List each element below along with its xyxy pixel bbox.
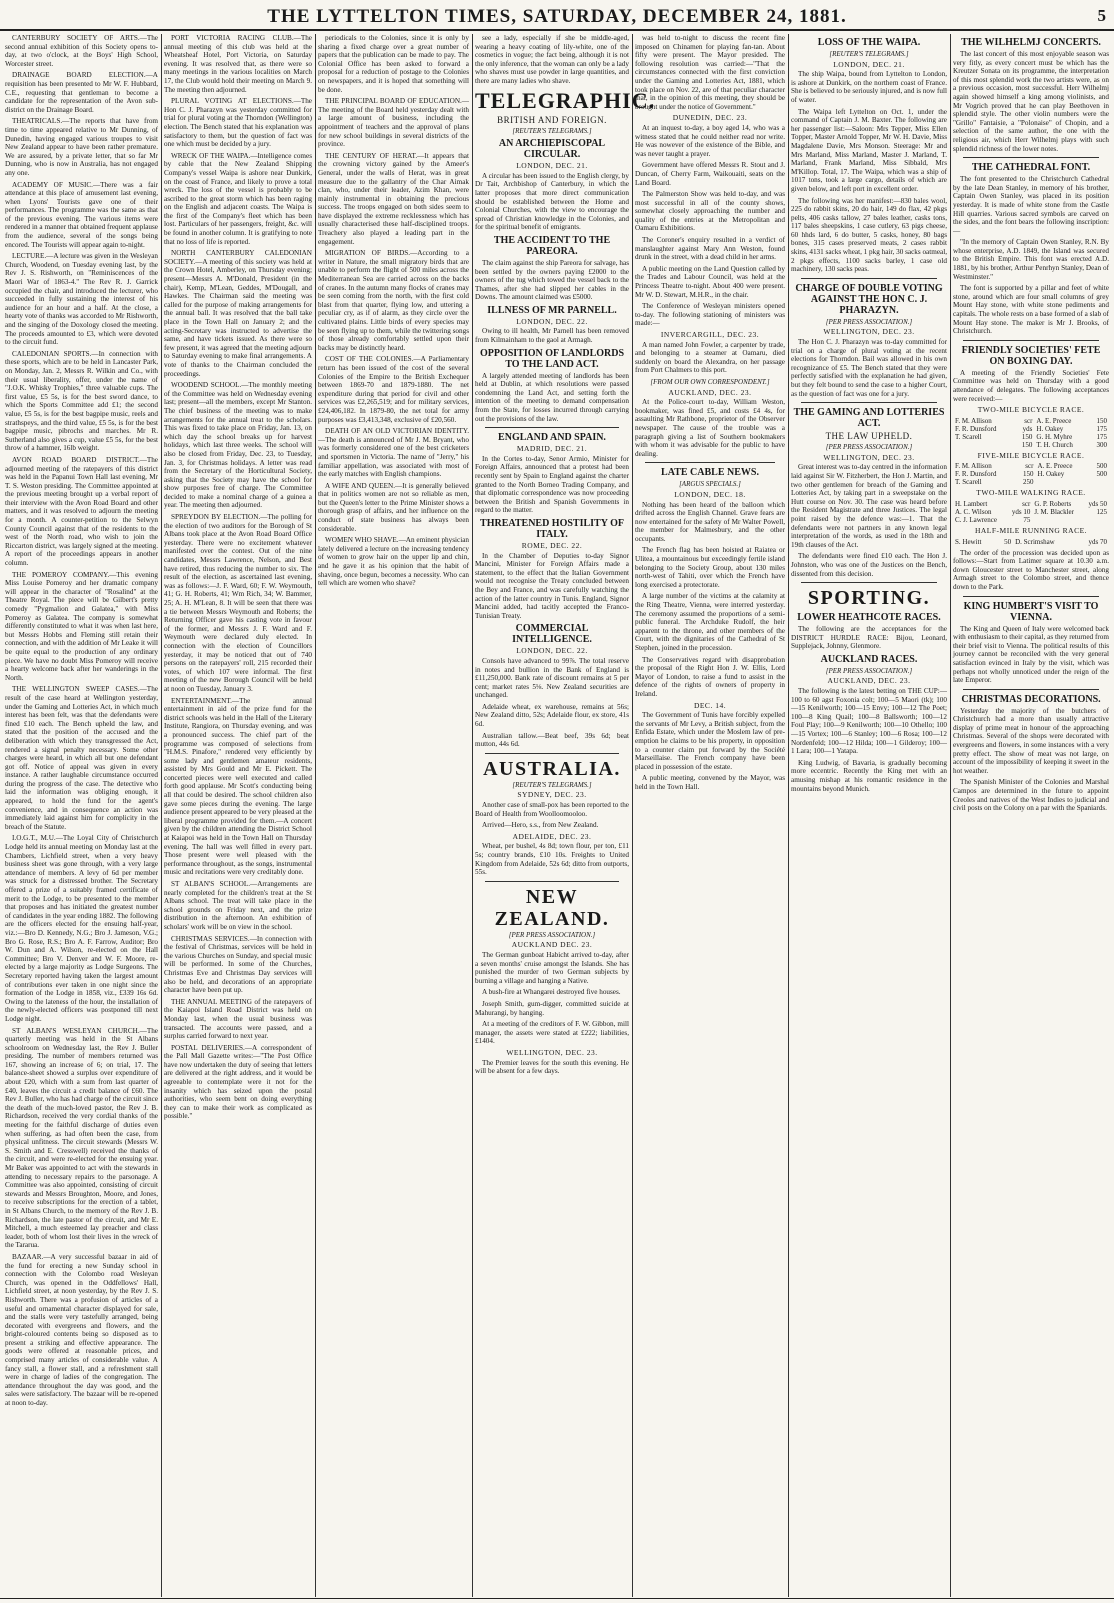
article-paragraph: ACADEMY OF MUSIC.—There was a fair attendance at this place of amusement last evening, when Lyons' Tourists gave one of their performances. The programme was the same as that of the previous evening. The various items were rendered in a manner that obtained frequent applause from the audience, several of the songs being encored. The Tourists will appear again to-night. xyxy=(5,180,158,249)
table-cell: scr xyxy=(1025,462,1034,471)
dateline: AUCKLAND, DEC. 23. xyxy=(827,676,911,686)
table-cell xyxy=(1035,478,1089,486)
column-4 xyxy=(472,34,656,1597)
table-cell xyxy=(1089,478,1109,486)
table-cell: G. H. Myhre xyxy=(1036,432,1073,441)
article-paragraph: The Conference of Wesleyan ministers opened to-day. The following stationing of ministers was made:— xyxy=(635,302,785,328)
table-cell: 250 xyxy=(1022,478,1034,487)
table-cell: H. Lambert xyxy=(955,499,988,508)
dateline: LONDON, DEC. 22. xyxy=(516,646,588,656)
table-cell: H. Oakey xyxy=(1036,424,1064,433)
article-paragraph: WRECK OF THE WAIPA.—Intelligence comes by cable that the New Zealand Shipping Company's vessel Waipa is ashore near Dunkirk, on the coast of France, and likely to prove a total wreck. The loss of the vessel is probably to be ascribed to the great storm which has been raging on the English and adjacent coasts. The Waipa is the first of the Company's fleet which has been lost. Particulars of her passengers, freight, &c. will be found in another column. It is gratifying to note that no loss of life is reported. xyxy=(164,151,312,246)
table-cell: C. J. Lawrence xyxy=(955,515,997,524)
article-paragraph: I.O.G.T., M.U.—The Loyal City of Christchurch Lodge held its annual meeting on Monday last at the Chambers, Lichfield street, when a very heavy business sheet was gone through, with a very large attendance of members. A levy of 6d per member was struck for a distressed brother. The Secretary offered a prize of a suitably framed certificate of merit to the Lodge, to be presented to the member that proposes and has initiated the greatest number of candidates in the year ending 1882. The following are the officers elected for the ensuing half-year, viz.:—Bro D. Kennedy, N.G.; Bro J. Jameson, V.G.; Bro G. Rose, R.S.; Bro A. F. Farrow, Auditor; Bro W. Dun and A. Wilson, re-elected on the Hall Committee; Bro V. Denver and W. F. Moore, re-elected by a large majority as Lodge Surgeons. The Secretary reported having taken the largest amount of contributions ever taken in one night since the formation of the Lodge in 1858, viz., £339 16s 6d. Owing to the lateness of the hour, the installation of the newly-elected officers was postponed till next Lodge night. xyxy=(5,834,158,1023)
article-subheadline: THE LAW UPHELD. xyxy=(825,431,913,442)
table-row xyxy=(953,462,1109,470)
article-paragraph: Wheat, per bushel, 4s 8d; town flour, per ton, £11 5s; country brands, £10 10s. Freights to United Kingdom from Adelaide, 52s 6d; ditto from outports, 55s. xyxy=(475,842,629,877)
article-paragraph: A man named John Fowler, a carpenter by trade, and belonging to a steamer at Oamaru, died suddenly on board the Alexandra, on her passage from Port Chalmers to this port. xyxy=(635,340,785,375)
article-paragraph: The order of the procession was decided upon as follows:—Start from Latimer square at 10.30 a.m. down Gloucester street to Manchester street, along Armagh street to the Colombo street, and thence down to the Park. xyxy=(953,548,1109,591)
article-paragraph: THE CENTURY OF HERAT.—It appears that the crowning victory gained by the Ameer's General, under the walls of Herat, was in great measure due to the gallantry of the Char Aimak clan, who, under their leader, Azim Khan, were mainly instrumental in obtaining the precious success. The troops engaged on both sides seem to have displayed the extreme recklessness which has usually characterised these half-disciplined troops. Treachery also played a leading part in the engagement. xyxy=(318,151,469,246)
article-paragraph: The font presented to the Christchurch Cathedral by the late Dean Stanley, in memory of his brother, Captain Owen Stanley, was placed in its position yesterday. It is made of white stone from the Castle Hill quarries. Various sacred symbols are carved on the sides, and the font bears the following inscription:— xyxy=(953,175,1109,235)
article-paragraph: The Premier leaves for the south this evening. He will be absent for a few days. xyxy=(475,1058,629,1076)
section-divider xyxy=(645,462,775,463)
article-headline: LOSS OF THE WAIPA. xyxy=(817,37,921,48)
article-paragraph: The defendants were fined £10 each. The Hon J. Johnston, who was one of the Justices on the Bench, dissented from this decision. xyxy=(791,552,947,578)
article-headline: CHARGE OF DOUBLE VOTING AGAINST THE HON C. J. PHARAZYN. xyxy=(795,282,943,316)
table-row xyxy=(953,425,1109,433)
column-5 xyxy=(632,34,788,1597)
dateline: WELLINGTON, DEC. 23. xyxy=(506,1047,598,1057)
article-paragraph: BAZAAR.—A very successful bazaar in aid of the fund for erecting a new Sunday school in connection with the Colombo road Wesleyan Church, was opened in the Oddfellows' Hall, Lichfield street, at noon yesterday, by the Rev J. S. Rishworth. There was a profusion of articles of a useful and ornamental character displayed for sale, and the stalls were very tastefully arranged, being decorated with evergreens and flowers, and the bright-coloured contents being so disposed as to present a striking and effective appearance. The goods were offered at reasonable prices, and comprised many articles of considerable value. A fancy stall, a flower stall, and a refreshment stall were in charge of ladies of the congregation. The attendance throughout the day was good, and the sales were satisfactory. The bazaar will be re-opened at noon to-day. xyxy=(5,1252,158,1408)
article-paragraph: Joseph Smith, gum-digger, committed suicide at Mahurangi, by hanging. xyxy=(475,999,629,1017)
article-paragraph: SPREYDON BY ELECTION.—The polling for the election of two auditors for the Borough of St Albans took place at the Avon Road Board Office yesterday. There were no excitement whatever manifested over the contest. Out of the nine candidates, Messrs Lawrence, Nelson, and Best have retired, thus reducing the number to six. The result of the election, as ascertained last evening, was as follows:—J. F. Ward, 60; F. W. Weymouth, 41; G. H. Roberts, 41; Wm Rich, 34; W. Bammer, 25; A. H. M'Lean, 8. It will be seen that there was a tie between Messrs Weymouth and Roberts; the Returning Officer gave his casting vote in favour of the former, and Messrs J. F. Ward and F. Weymouth were declared duly elected. In connection with the election of Councillors yesterday, it may be noticed that out of 740 persons on the ratepayers' roll, 215 recorded their votes, of which 107 were informal. The first meeting of the new Borough Council will be held at noon on Tuesday, January 3. xyxy=(164,513,312,693)
article-paragraph: Adelaide wheat, ex warehouse, remains at 56s; New Zealand ditto, 52s; Adelaide flour, ex store, 41s 6d. xyxy=(475,702,629,729)
newspaper-title: THE LYTTELTON TIMES, SATURDAY, DECEMBER 24, 1881. xyxy=(267,6,847,27)
article-paragraph: "In the memory of Captain Owen Stanley, R.N. By whose enterprise, A.D. 1849, the Island was secured to the British Empire. This font was erected A.D. 1881, by his brother, Arthur Penrhyn Stanley, Dean of Westminster." xyxy=(953,238,1109,281)
article-paragraph: The Palmerston Show was held to-day, and was most successful in all of the county shows, somewhat closely approaching the number and quality of the entries at the Metropolitan and Oamaru Exhibitions. xyxy=(635,190,785,233)
table-cell: 150 xyxy=(1022,470,1034,479)
article-headline: COMMERCIAL INTELLIGENCE. xyxy=(512,623,592,646)
table-cell: yds 10 xyxy=(1011,507,1031,516)
source-credit: [REUTER'S TELEGRAMS.] xyxy=(829,50,909,58)
column-6 xyxy=(788,34,950,1597)
article-paragraph: Another case of small-pox has been reported to the Board of Health from Woolloomooloo. xyxy=(475,801,629,818)
table-cell: yds 50 xyxy=(1088,499,1107,508)
article-paragraph: The following was her manifest:—830 bales wool, 225 do rabbit skins, 20 do hair, 149 do flax, 42 pkgs pelts, 406 casks tallow, 27 bales leather, casks tons, 117 bales sheepskins, 1 case cutlery, 63 pigs cheese, 60 hhds lard, 6 do butter, 5 casks, honey, 80 bags bones, 315 cases preserved meats, 2 cases rabbit skins, 4131 sacks wheat, 1 pkg hair, 30 sacks oatmeal, 2 pkgs effects, 1100 sacks barley, 1 case old machinery, 130 sacks peas. xyxy=(791,196,948,274)
table-cell: A. E. Preece xyxy=(1036,416,1072,425)
section-heading: NEW ZEALAND. xyxy=(494,885,610,930)
acceptance-table xyxy=(953,538,1109,546)
article-paragraph: A circular has been issued to the English clergy, by Dr Tait, Archbishop of Canterbury, in which the latter proposes that more direct communication should be established between the Home and Colonial Churches, with the view to encourage the spread of Christian knowledge in the Colonies, and for the spiritual benefit of emigrants. xyxy=(475,171,629,232)
race-title: HALF-MILE RUNNING RACE. xyxy=(974,525,1088,535)
article-paragraph: At the Police-court to-day, William Weston, bookmaker, was fined £5, and costs £4 4s, for assaulting Mr Rathbone, proprietor of the Observer newspaper. The cause of the trouble was a paragraph giving a list of Southern bookmakers with whom it was advisable for the public to have dealing. xyxy=(635,398,785,458)
source-credit: [PER PRESS ASSOCIATION.] xyxy=(825,317,913,326)
table-cell xyxy=(953,441,1015,449)
article-paragraph: CANTERBURY SOCIETY OF ARTS.—The second annual exhibition of this Society opens to-day, at two o'clock, at the Boys' High School, Worcester street. xyxy=(5,34,158,68)
table-row xyxy=(953,538,1109,546)
table-cell: 300 xyxy=(1096,440,1107,449)
table-cell: 50 xyxy=(1004,537,1012,546)
column-2 xyxy=(161,34,315,1597)
dateline: ROME, DEC. 22. xyxy=(521,540,583,550)
article-paragraph: WOMEN WHO SHAVE.—An eminent physician lately delivered a lecture on the increasing tendency of women to grow hair on the upper lip and chin, and he gave it as his opinion that the habit of shaving, once begun, becomes a necessity. Who can tell which are women who shave? xyxy=(318,536,469,588)
section-divider xyxy=(801,402,937,403)
table-cell: H. Oakey xyxy=(1037,470,1065,479)
table-cell: T. H. Church xyxy=(1036,440,1073,449)
table-cell: yds xyxy=(1022,424,1033,433)
section-divider xyxy=(801,582,937,583)
article-headline: ENGLAND AND SPAIN. xyxy=(498,432,606,444)
section-divider xyxy=(963,596,1099,597)
table-cell: 500 xyxy=(1096,470,1107,479)
table-cell: F. M. Allison xyxy=(955,416,992,425)
table-cell: 175 xyxy=(1096,432,1107,441)
table-cell: 150 xyxy=(1021,432,1033,441)
acceptance-table xyxy=(953,462,1109,486)
dateline: LONDON, DEC. 22. xyxy=(516,316,588,326)
masthead xyxy=(0,6,1114,28)
section-heading: AUSTRALIA. xyxy=(483,757,621,780)
article-headline: OPPOSITION OF LANDLORDS TO THE LAND ACT. xyxy=(479,347,625,370)
article-paragraph: The German gunboat Habicht arrived to-day, after a seven months' cruise amongst the Islands. She has punished the murder of two German subjects by burning a village and hanging a Native. xyxy=(475,950,629,985)
table-cell: A. C. Wilson xyxy=(955,507,992,516)
article-paragraph: At an inquest to-day, a boy aged 14, who was a witness stated that he could neither read nor write. He was nowever of the existence of the Bible, and was never taught a prayer. xyxy=(635,123,785,158)
source-credit: [REUTER'S TELEGRAMS.] xyxy=(512,126,592,135)
article-paragraph: MIGRATION OF BIRDS.—According to a writer in Nature, the small migratory birds that are unable to perform the flight of 500 miles across the Mediterranean Sea are carried across on the backs of cranes. In the autumn many flocks of cranes may be seen coming from the north, with the first cold blast from that quarter, flying low, and uttering a peculiar cry, as if of alarm, as they circle over the cultivated plains. Little birds of every species may be seen flying up to them, while the twittering songs of those already comfortably settled upon their backs may be distinctly heard. xyxy=(318,249,469,352)
table-cell: S. Hewitt xyxy=(955,537,982,546)
article-paragraph: A WIFE AND QUEEN.—It is generally believed that in politics women are not so reliable as men, but the Queen's letter to the Prime Minister shows a thorough grasp of affairs, and her influence on the conduct of state business has always been considerable. xyxy=(318,481,469,533)
table-cell: 75 xyxy=(1023,515,1031,524)
dateline: WELLINGTON, DEC. 23. xyxy=(823,452,915,462)
table-row xyxy=(953,478,1109,486)
article-paragraph: In the Cortes to-day, Senor Armio, Minister for Foreign Affairs, announced that a protest had been recently sent by Spain to England against the charter granted to the North Borneo Trading Company, and that diplomatic correspondence was now proceeding between the British and Spanish Governments in regard to the matter. xyxy=(475,454,629,515)
article-paragraph: Australian tallow.—Beat beef, 39s 6d; beat mutton, 44s 6d. xyxy=(475,731,629,749)
article-headline: THE WILHELMJ CONCERTS. xyxy=(961,37,1101,48)
section-divider xyxy=(485,881,619,882)
article-paragraph: was held to-night to discuss the recent fine imposed on Chinamen for playing fan-tan. About fifty were present. The Mayor presided. The following resolution was carried:—"That the circumstances connected with the first conviction under the Gaming and Lotteries Act, 1881, which took place on Nov. 22, are of that peculiar character that, in the opinion of this meeting, they should be brought under the notice of Government." xyxy=(635,34,785,111)
table-cell: scr xyxy=(1022,499,1031,508)
table-cell: A. E. Preece xyxy=(1037,462,1073,471)
article-headline: KING HUMBERT'S VISIT TO VIENNA. xyxy=(963,600,1099,623)
article-paragraph: AVON ROAD BOARD DISTRICT.—The adjourned meeting of the ratepayers of this district was held in the Papanui Town Hall last evening, Mr T. S. Weston presiding. The Committee appointed at the previous meeting brought up a verbal report of their interview with the Avon Road Board and other matters, and it was resolved to adjourn the meeting for a month. A counter-petition to the Selwyn County Council against that of the residents to the west of the North road, who wish to join the Riccarton district, was largely signed at the meeting. A report of the proceedings appears in another column. xyxy=(5,455,158,568)
dateline: DEC. 14. xyxy=(693,700,727,710)
article-paragraph: THE WELLINGTON SWEEP CASES.—The result of the case heard at Wellington yesterday, under the Gaming and Lotteries Act, in which much interest has been felt, was that the defendants were fined £10 each. The Bench upheld the law, and stated that the position of the accused and the deliberation with which they transgressed the Act, rendered a signal penalty necessary. Some other charges were heard, in which all but one defendant got off. Notice of appeal was given in every instance. A rather laughable circumstance occurred during the progress of the case. The detective who laid the information was obliging enough, it appeared, to hold the fund for the agent's convenience, and in consequence an action was immediately laid against him for complicity in the breach of the Statute. xyxy=(5,685,158,831)
race-title: FIVE-MILE BICYCLE RACE. xyxy=(977,450,1085,460)
article-headline: FRIENDLY SOCIETIES' FETE ON BOXING DAY. xyxy=(961,344,1101,367)
source-credit: [FROM OUR OWN CORRESPONDENT.] xyxy=(650,377,770,386)
table-row xyxy=(953,417,1109,425)
dateline: AUCKLAND, DEC. 23. xyxy=(668,387,752,397)
article-paragraph: At a meeting of the creditors of F. W. Gibbon, mill manager, the assets were stated at £222; liabilities, £1404. xyxy=(475,1020,629,1046)
article-headline: THREATENED HOSTILITY OF ITALY. xyxy=(480,517,624,540)
section-divider xyxy=(485,753,619,754)
table-row xyxy=(953,516,1109,524)
article-paragraph: The following is the latest betting on THE CUP:—100 to 60 agst Foxonia colt; 100—5 Maori (tk); 100—15 Kenilworth; 100—15 Envy; 100—12 The Poet; 100—8 King Quail; 100—8 Ballsworth; 100—12 Foul Play; 100—9 Kenilworth; 100—10 Othello; 100—15 Vortex; 100—6 Stanley; 100—6 Rosa; 100—12 Nordenfeld; 100—12 Hilda; 100—1 Gilderoy; 100—1 Lara; 100—1 Yatapa. xyxy=(791,687,947,756)
table-cell: T. Scarell xyxy=(955,478,982,487)
article-paragraph: A public meeting, convened by the Mayor, was held in the Town Hall. xyxy=(635,774,785,791)
acceptance-table xyxy=(953,417,1109,449)
article-paragraph: A public meeting on the Land Question called by the Trades and Labour Council, was held at the Princess Theatre to-night. About 400 were present. Mr W. D. Stewart, M.H.R., in the chair. xyxy=(635,264,785,299)
section-heading: SPORTING. xyxy=(807,587,931,610)
table-cell: F. M. Allison xyxy=(955,462,992,471)
article-paragraph: Government have offered Messrs R. Stout and J. Duncan, of Cherry Farm, Waikouaiti, seats on the Land Board. xyxy=(635,161,785,187)
table-cell: F. R. Dunsford xyxy=(955,424,997,433)
dateline: LONDON, DEC. 21. xyxy=(833,59,905,69)
section-heading: TELEGRAPHIC. xyxy=(475,87,656,113)
article-headline: AN ARCHIEPISCOPAL CIRCULAR. xyxy=(498,138,606,161)
article-paragraph: King Ludwig, of Bavaria, is gradually becoming more eccentric. Recently the King met with an amusing mishap at his romantic residence in the mountains beyond Munich. xyxy=(791,758,947,793)
dateline: LONDON, DEC. 21. xyxy=(516,161,588,171)
table-cell: D. Scrimshaw xyxy=(1015,537,1055,546)
dateline: MADRID, DEC. 21. xyxy=(516,444,588,454)
article-paragraph: A largely attended meeting of landlords has been held at Dublin, at which resolutions were passed condemning the Land Act, and setting forth the intention of the meeting to demand compensation from the State, for losses incurred through carrying out the provisions of the law. xyxy=(475,371,629,423)
article-paragraph: Owing to ill health, Mr Parnell has been removed from Kilmainham to the gaol at Armagh. xyxy=(475,327,629,345)
source-credit: [PER PRESS ASSOCIATION.] xyxy=(825,666,913,675)
article-headline: AUCKLAND RACES. xyxy=(820,653,918,665)
article-paragraph: The Spanish Minister of the Colonies and Marshal Campos are determined in the future to appoint Creoles and natives of the West Indies to judicial and civil posts on the Colony on a par with the Spaniards. xyxy=(953,778,1109,813)
column-3 xyxy=(315,34,472,1597)
section-divider xyxy=(963,340,1099,341)
article-paragraph: The following are the acceptances for the DISTRICT HURDLE RACE: Bijou, Leonard, Supplejack, Johnny, Glenmore. xyxy=(791,625,947,651)
article-headline: LATE CABLE NEWS. xyxy=(661,467,759,479)
article-paragraph: THEATRICALS.—The reports that have from time to time appeared relative to Mr Dunning, of Dunedin, having engaged various troupes to visit New Zealand appear to have been rather premature. We are assured, by a private letter, that so far Mr Dunning, who is now in Australia, has not engaged any one. xyxy=(5,117,158,177)
source-credit: [REUTER'S TELEGRAMS.] xyxy=(512,780,592,789)
article-headline: THE CATHEDRAL FONT. xyxy=(971,162,1091,174)
article-paragraph: The claim against the ship Pareora for salvage, has been settled by the owners paying £2000 to the owners of the tug which towed the vessel back to the Thames, after she had slipped her cables in the Downs. The amount claimed was £5000. xyxy=(475,258,629,302)
article-paragraph: A bush-fire at Whangarei destroyed five houses. xyxy=(482,988,621,997)
article-paragraph: THE ANNUAL MEETING of the ratepayers of the Kaiapoi Island Road District was held on Monday last, when the usual business was transacted. The accounts were passed, and a surplus carried forward to next year. xyxy=(164,997,312,1041)
article-paragraph: WOODEND SCHOOL.—The monthly meeting of the Committee was held on Wednesday evening last; present—all the members, except Mr Stanton. The chief business of the meeting was to make arrangements for the annual treat to the scholars. This was fixed to take place on Friday, Jan. 13, on which day the school breaks up for harvest holidays, which last three weeks. The school will also be closed from Friday, Dec. 23, to Tuesday, Jan. 3, for Christmas holidays. A letter was read from the Secretary of the Horticultural Society, asking that the Society may have the school for show purposes free of charge. The Committee decided to make a nominal charge of a guinea a year. The meeting then adjourned. xyxy=(164,381,312,510)
article-paragraph: PLURAL VOTING AT ELECTIONS.—The Hon C. J. Pharazyn was yesterday committed for trial for plural voting at the Thorndon (Wellington) election. The Bench stated that his explanation was satisfactory to them, but the question of fact was one which must be decided by a jury. xyxy=(164,97,312,149)
article-paragraph: The Hon C. J. Pharazyn was to-day committed for trial on a charge of plural voting at the recent elections for Thorndon. Bail was allowed in his own recognizance of £5. The Bench stated that they were perfectly satisfied with the explanation he had given, but they felt bound to send the case to a higher Court, as the question of fact was one for a jury. xyxy=(791,338,947,398)
table-row xyxy=(953,508,1109,516)
table-cell: J. M. Blackler xyxy=(1034,507,1074,516)
article-paragraph: The ship Waipa, bound from Lyttelton to London, is ashore at Dunkirk, on the northern coast of France. She is believed to be seriously injured, and is now full of water. xyxy=(791,70,947,104)
table-row xyxy=(953,470,1109,478)
table-cell: yds 70 xyxy=(1088,537,1107,546)
table-row xyxy=(953,441,1109,449)
source-credit: [PER PRESS ASSOCIATION.] xyxy=(825,443,913,452)
table-cell: 150 xyxy=(1096,416,1107,425)
article-paragraph: The font is supported by a pillar and feet of white stone, around which are four small columns of grey Mount Hay stone, with white stone pediments and capitals. The whole rests on a base formed of a slab of Mount Hay stone. The maker is Mr J. Brooks, of Christchurch. xyxy=(953,284,1109,336)
article-paragraph: DRAINAGE BOARD ELECTION.—A requisition has been presented to Mr W. F. Hubbard, C.E., requesting that gentleman to become a candidate for the representation of the Avon sub-district on the Drainage Board. xyxy=(5,71,158,114)
dateline: DUNEDIN, DEC. 23. xyxy=(672,113,748,123)
dateline: INVERCARGILL, DEC. 23. xyxy=(660,330,760,339)
table-row xyxy=(953,433,1109,441)
article-paragraph: DEATH OF AN OLD VICTORIAN IDENTITY.—The death is announced of Mr J. M. Bryant, who was formerly considered one of the best cricketers and sportsmen in Victoria. The name of "Jerry," his familiar appellation, was associated with most of the early matches with English champions. xyxy=(318,427,469,479)
article-paragraph: THE PRINCIPAL BOARD OF EDUCATION.—The meeting of the Board held yesterday dealt with a large amount of business, including the appointment of teachers and the approval of plans for new school buildings in several districts of the province. xyxy=(318,97,469,149)
article-paragraph: A meeting of the Friendly Societies' Fete Committee was held on Thursday with a good attendance of delegates. The following acceptances were received:— xyxy=(953,368,1109,403)
table-cell: 500 xyxy=(1096,462,1107,471)
article-paragraph: ENTERTAINMENT.—The annual entertainment in aid of the prize fund for the district schools was held in the Hall of the Literary Institute, Rangiora, on Thursday evening, and was a pronounced success. The chief part of the programme was composed of selections from "H.M.S. Pinafore," rendered very efficiently by some lady and gentlemen amateur residents, assisted by Mrs Gould and Mr E. Pickett. The concerted pieces were well executed and called forth good applause. Mr Scott's conducting being all that could be desired. The school children also gave some pieces during the evening. The large audience present appeared to be very pleased at the liberal programme provided for them.—A concert given by the children attending the District School at Kaiapoi was held in the Town Hall on Thursday evening. The hall was well filled in every part. Those present were well pleased with the performance throughout, as the songs, instrumental music and recitations were very creditably done. xyxy=(164,696,312,877)
article-paragraph: periodicals to the Colonies, since it is only by sharing a fixed charge over a great number of papers that the publication can be made to pay. The Colonial Office has been asked to forward a proposal for a reduction of postage to the Colonies on newspapers, and it is hoped that something will be done. xyxy=(318,34,469,94)
article-headline: ILLNESS OF MR PARNELL. xyxy=(487,304,617,316)
article-paragraph: ST ALBAN'S WESLEYAN CHURCH.—The quarterly meeting was held in the St Albans schoolroom on Wednesday last, the Rev J. Buller presiding. The number of members returned was 167, showing an increase of 6; on trial, 17. The balance-sheet showed a surplus over expenditure of about £20, which with a sum from last quarter of £40, leaves the circuit a credit balance of £60. The Rev J. Buller, who has had charge of the circuit since the death of the much-loved pastor, the Rev J. B. Richardson, received the very cordial thanks of the meeting for the faithful discharge of duties even when suffering, as had often been the case, from physical unfitness. The circuit stewards (Messrs W. S. Smith and E. Cresswell) received the thanks of the circuit, and were re-elected for the ensuing year. Mr Baker was appointed to act with the stewards in attending to necessary repairs to the parsonage. A Committee was also appointed, consisting of circuit stewards and Messrs Broughton, Moore, and Jones, to receive subscriptions for the erection of a tablet, in St Albans Church, to the memory of the Rev J. B. Richardson, the late pastor of the circuit, and Mr E. Mitchell, a much esteemed lay preacher and class leader, both of whom lost their lives in the wreck of the Tararua. xyxy=(5,1026,158,1250)
table-cell: 150 xyxy=(1021,440,1033,449)
dateline: ADELAIDE, DEC. 23. xyxy=(512,831,592,841)
article-paragraph: Arrived—Hero, s.s., from New Zealand. xyxy=(482,821,599,830)
article-headline: THE ACCIDENT TO THE PAREORA. xyxy=(493,234,611,257)
table-cell: G. P. Roberts xyxy=(1034,499,1072,508)
article-paragraph: Nothing has been heard of the balloon which drifted across the English Channel. Grave fears are now entertained for the safety of Mr Walter Powell, the member for Malmesbury, and the other occupants. xyxy=(635,500,785,543)
article-subheadline: BRITISH AND FOREIGN. xyxy=(497,114,607,125)
article-headline: LOWER HEATHCOTE RACES. xyxy=(797,612,941,624)
table-cell: scr xyxy=(1024,416,1033,425)
article-paragraph: A large number of the victims at the calamity at the Ring Theatre, Vienna, were interred yesterday. The ceremony assumed the proportions of a semi-public funeral. The Archduke Rudolf, the heir apparent to the throne, and other members of the Court, with the dignitaries of the Cathedral of St Stephen, joined in the procession. xyxy=(635,592,785,652)
table-cell: T. Scarell xyxy=(955,432,982,441)
masthead-rule xyxy=(0,29,1114,31)
dateline: AUCKLAND DEC. 23. xyxy=(511,940,593,950)
table-cell: F. R. Dunsford xyxy=(955,470,997,479)
race-title: TWO-MILE BICYCLE RACE. xyxy=(977,405,1085,415)
table-cell xyxy=(1032,516,1083,524)
table-row xyxy=(953,500,1109,508)
dateline: SYDNEY, DEC. 23. xyxy=(517,790,587,800)
section-divider xyxy=(801,278,937,279)
article-paragraph: CHRISTMAS SERVICES.—In connection with the festival of Christmas, services will be held in the various Churches on Sunday, and special music will be performed. In some of the Churches, Christmas Eve and Christmas Day services will also be held, and decorations of an appropriate character have been put up. xyxy=(164,934,312,995)
page-number: 5 xyxy=(1097,6,1106,25)
article-paragraph: Great interest was to-day centred in the information laid against Sir W. Fitzherbert, the Hon J. Martin, and two other gentlemen for breach of the Gaming and Lotteries Act, by taking part in a sweepstake on the Hutt course on Nov. 30. The case was heard before the Resident Magistrate and three Justices. The legal point raised by the defence was:—1. That the defendants were not partners in any known legal interpretation of the words, as used in the 18th and 19th clauses of the Act. xyxy=(791,463,947,549)
article-paragraph: The Waipa left Lyttelton on Oct. 1, under the command of Captain J. M. Baxter. The following are her passenger list:—Saloon: Mrs Tepper, Miss Ellen Topper, Master Arnold Topper, Mr W. H. Davie, Miss Magdalene Davie, Mrs Monson. Steerage: Mr and Mrs Marland, Miss Marland, Master J. Marland, T. Marland, Frank Marland, Miss Sibbald, Mrs M'Killop. Total, 17. The Waipa, which was a ship of 1017 tons, took a large cargo, details of which are given below, and left port in excellent order. xyxy=(791,107,947,193)
article-paragraph: COST OF THE COLONIES.—A Parliamentary return has been issued of the cost of the several Colonies of the Empire to the British Exchequer between 1869-70 and 1879-1880. The net expenditure during that period for civil and other services was £2,265,519; and for military services, £24,406,182. In 1879-80, the net total for army purposes was £3,413,348, exclusive of £20,560. xyxy=(318,355,469,424)
article-paragraph: PORT VICTORIA RACING CLUB.—The annual meeting of this club was held at the Wheatsheaf Hotel, Port Victoria, on Saturday evening. It was resolved that, as there were so many meetings in the various localities on March 17, the Club would hold their meeting on March 9. The meeting then adjourned. xyxy=(164,34,312,94)
table-cell: 175 xyxy=(1096,424,1107,433)
dateline: WELLINGTON, DEC. 23. xyxy=(823,327,915,337)
article-paragraph: The last concert of this most enjoyable season was very fitly, as every concert must be which has the Kreutzer Sonata on its programme, the interpretation of this most splendid work the two artists were, as on a previous occasion, most successful. Herr Wilhelmj again showed himself a king among violinists, and Mr Vogrich proved that he can play Beethoven in splendid style. The other violin numbers were the "Grillo" Fantaisie, a "Polonaise" of Chopin, and a selection of the same author, the one with the religious air, which Herr Wilhelmj plays with such splendid richness of the lower notes. xyxy=(953,50,1109,153)
footer-rule xyxy=(0,1598,1114,1599)
article-headline: CHRISTMAS DECORATIONS. xyxy=(961,693,1101,705)
source-credit: [PER PRESS ASSOCIATION.] xyxy=(508,930,596,939)
article-paragraph: NORTH CANTERBURY CALEDONIAN SOCIETY.—A meeting of this society was held at the Crown Hotel, Amberley, on Thursday evening; present—Messrs A. M'Donald, President (in the chair), Kemp, M'Lean, Geddes, M'Dougall, and Hawkes. The Chairman said the meeting was called for the purpose of making arrangements for the annual ball. It was resolved that the ball take place in the Town Hall on January 2; and the acting-Secretary was instructed to advertise the same, and have tickets issued. As there were so few present, it was agreed that the meeting adjourn to Saturday evening to make final arrangements. A vote of thanks to the Chairman concluded the proceedings. xyxy=(164,249,312,378)
section-divider xyxy=(485,427,619,428)
article-paragraph: see a lady, especially if she be middle-aged, wearing a heavy coating of lily-white, one of the cosmetics in vogue; the fact being, although it is not the only inference, that the woman can only be a lady who shaves must use powder in large quantities, and there are many ladies who shave. xyxy=(475,34,629,85)
article-paragraph: The Government of Tunis have forcibly expelled the servants of Mr Levy, a British subject, from the Enfida Estate, which under the Moslem law of pre-emption he claims to be his property, in opposition to a counter claim put forward by the Société Marseillaise. The French company have been placed in possession of the estate. xyxy=(635,711,785,771)
article-paragraph: In the Chamber of Deputies to-day Signor Mancini, Minister for Foreign Affairs made a statement, to the effect that the Italian Government would not recognise the Treaty concluded between the Bey and France, and was carefully watching the action of the latter country in Tunis. England, Signor Mancini added, had tacitly accepted the Franco-Tunisian Treaty. xyxy=(475,551,629,620)
article-paragraph: POSTAL DELIVERIES.—A correspondent of the Pall Mall Gazette writes:—"The Post Office have now undertaken the duty of seeing that letters are delivered at the right address, and it would be agreeable to contemplate were it not for the insanity which has seized upon the postal authorities, who seem bent on doing everything they can to make their work as complicated as possible." xyxy=(164,1043,312,1121)
article-headline: THE GAMING AND LOTTERIES ACT. xyxy=(793,407,945,430)
section-divider xyxy=(963,157,1099,158)
article-paragraph: The Coroner's enquiry resulted in a verdict of manslaughter against Mary Ann Weston, found drunk in the street, with a dead child in her arms. xyxy=(635,236,785,262)
article-paragraph: The King and Queen of Italy were welcomed back with enthusiasm to their capital, as they returned from their brief visit to Vienna. The political results of this journey cannot be reconciled with the very general satisfaction evinced in Italy by the visit, which was perhaps not wholly unnoticed under the reign of the late Emperor. xyxy=(953,624,1109,685)
section-divider xyxy=(963,689,1099,690)
article-paragraph: LECTURE.—A lecture was given in the Wesleyan Church, Woodend, on Tuesday evening last, by the Rev J. S. Rishworth, on "Reminiscences of the Maori War of 1863-4." The Rev R. J. Garrick occupied the chair, and introduced the lecturer, who succeeded in fully sustaining the interest of his audience for an hour and a half. At the close, a hearty vote of thanks was accorded to Mr Rishworth, and the singing of the Doxology closed the meeting. The proceeds amounted to £3, which were devoted to the circuit fund. xyxy=(5,252,158,347)
table-cell: 125 xyxy=(1096,507,1107,516)
article-paragraph: ST ALBAN'S SCHOOL.—Arrangements are nearly completed for the children's treat at the St Albans school. The treat will take place in the school grounds on Friday next, and the prize distribution in the afternoon. An exhibition of scholars' work will be on view in the school. xyxy=(164,880,312,931)
article-paragraph: The Conservatives regard with disapprobation the proposal of the Right Hon J. W. Ellis, Lord Mayor of London, to raise a fund to assist in the defence of the rights of owners of property in Ireland. xyxy=(635,655,785,698)
article-paragraph: Consols have advanced to 99⅞. The total reserve in notes and bullion in the Bank of England is £11,250,000. Bank rate of discount remains at 5 per cent; market rates 5⅛. New Zealand securities are unchanged. xyxy=(475,656,629,700)
acceptance-table xyxy=(953,500,1109,524)
article-paragraph: The French flag has been hoisted at Raiatea or Ulitea, a mountainous but exceedingly fertile island belonging to the Society Group, about 130 miles north-west of Tahiti, over which the French have long exercised a protectorate. xyxy=(635,546,785,589)
article-paragraph: THE POMEROY COMPANY.—This evening Miss Louise Pomeroy and her dramatic company will appear in the character of "Rosalind" at the Theatre Royal. The piece will be Gilbert's pretty comedy "Pygmalion and Galatea," with Miss Pomeroy as Galatea. The company is somewhat differently constituted to what it was when last here, but Messrs Hobbs and Fleming still retain their connection, and with the addition of Mr Leake it will be quite equal to the production of any ordinary piece. We have no doubt Miss Pomeroy will receive a hearty welcome back after her wanderings in the North. xyxy=(5,570,158,682)
column-1 xyxy=(2,34,161,1597)
article-paragraph: Yesterday the majority of the butchers of Christchurch had a more than usually attractive display of prime meat in honour of the approaching Christmas. Several of the shops were decorated with evergreens and flowers, in some instances with a very pretty effect. The show of meat was not large, on account of the impossibility of keeping it sweet in the hot weather. xyxy=(953,706,1109,775)
race-title: TWO-MILE WALKING RACE. xyxy=(976,488,1086,498)
source-credit: [ARGUS SPECIALS.] xyxy=(679,480,741,489)
table-cell xyxy=(1083,516,1109,524)
article-paragraph: CALEDONIAN SPORTS.—In connection with these sports, which are to be held in Lancaster Park, on Monday, Jan. 2, Messrs R. Wilkin and Co., with their usual liberality, offer, under the name of "J.O.K. Whisky Trophies," three valuable cups. The first value, £5 5s, is for the best sword dance, to which the Sports Committee add £1; the second value, £5 5s, is for the best bagpipe music, reels and strathspeys, and the third value, £5 5s, is for the best bagpipe music, pibrochs and marches. Mr R. Sutherland also gives a cup, value £5 5s, for the best throw of a hammer, 16lb weight. xyxy=(5,349,158,453)
dateline: LONDON, DEC. 18. xyxy=(674,489,746,499)
column-7 xyxy=(950,34,1112,1597)
